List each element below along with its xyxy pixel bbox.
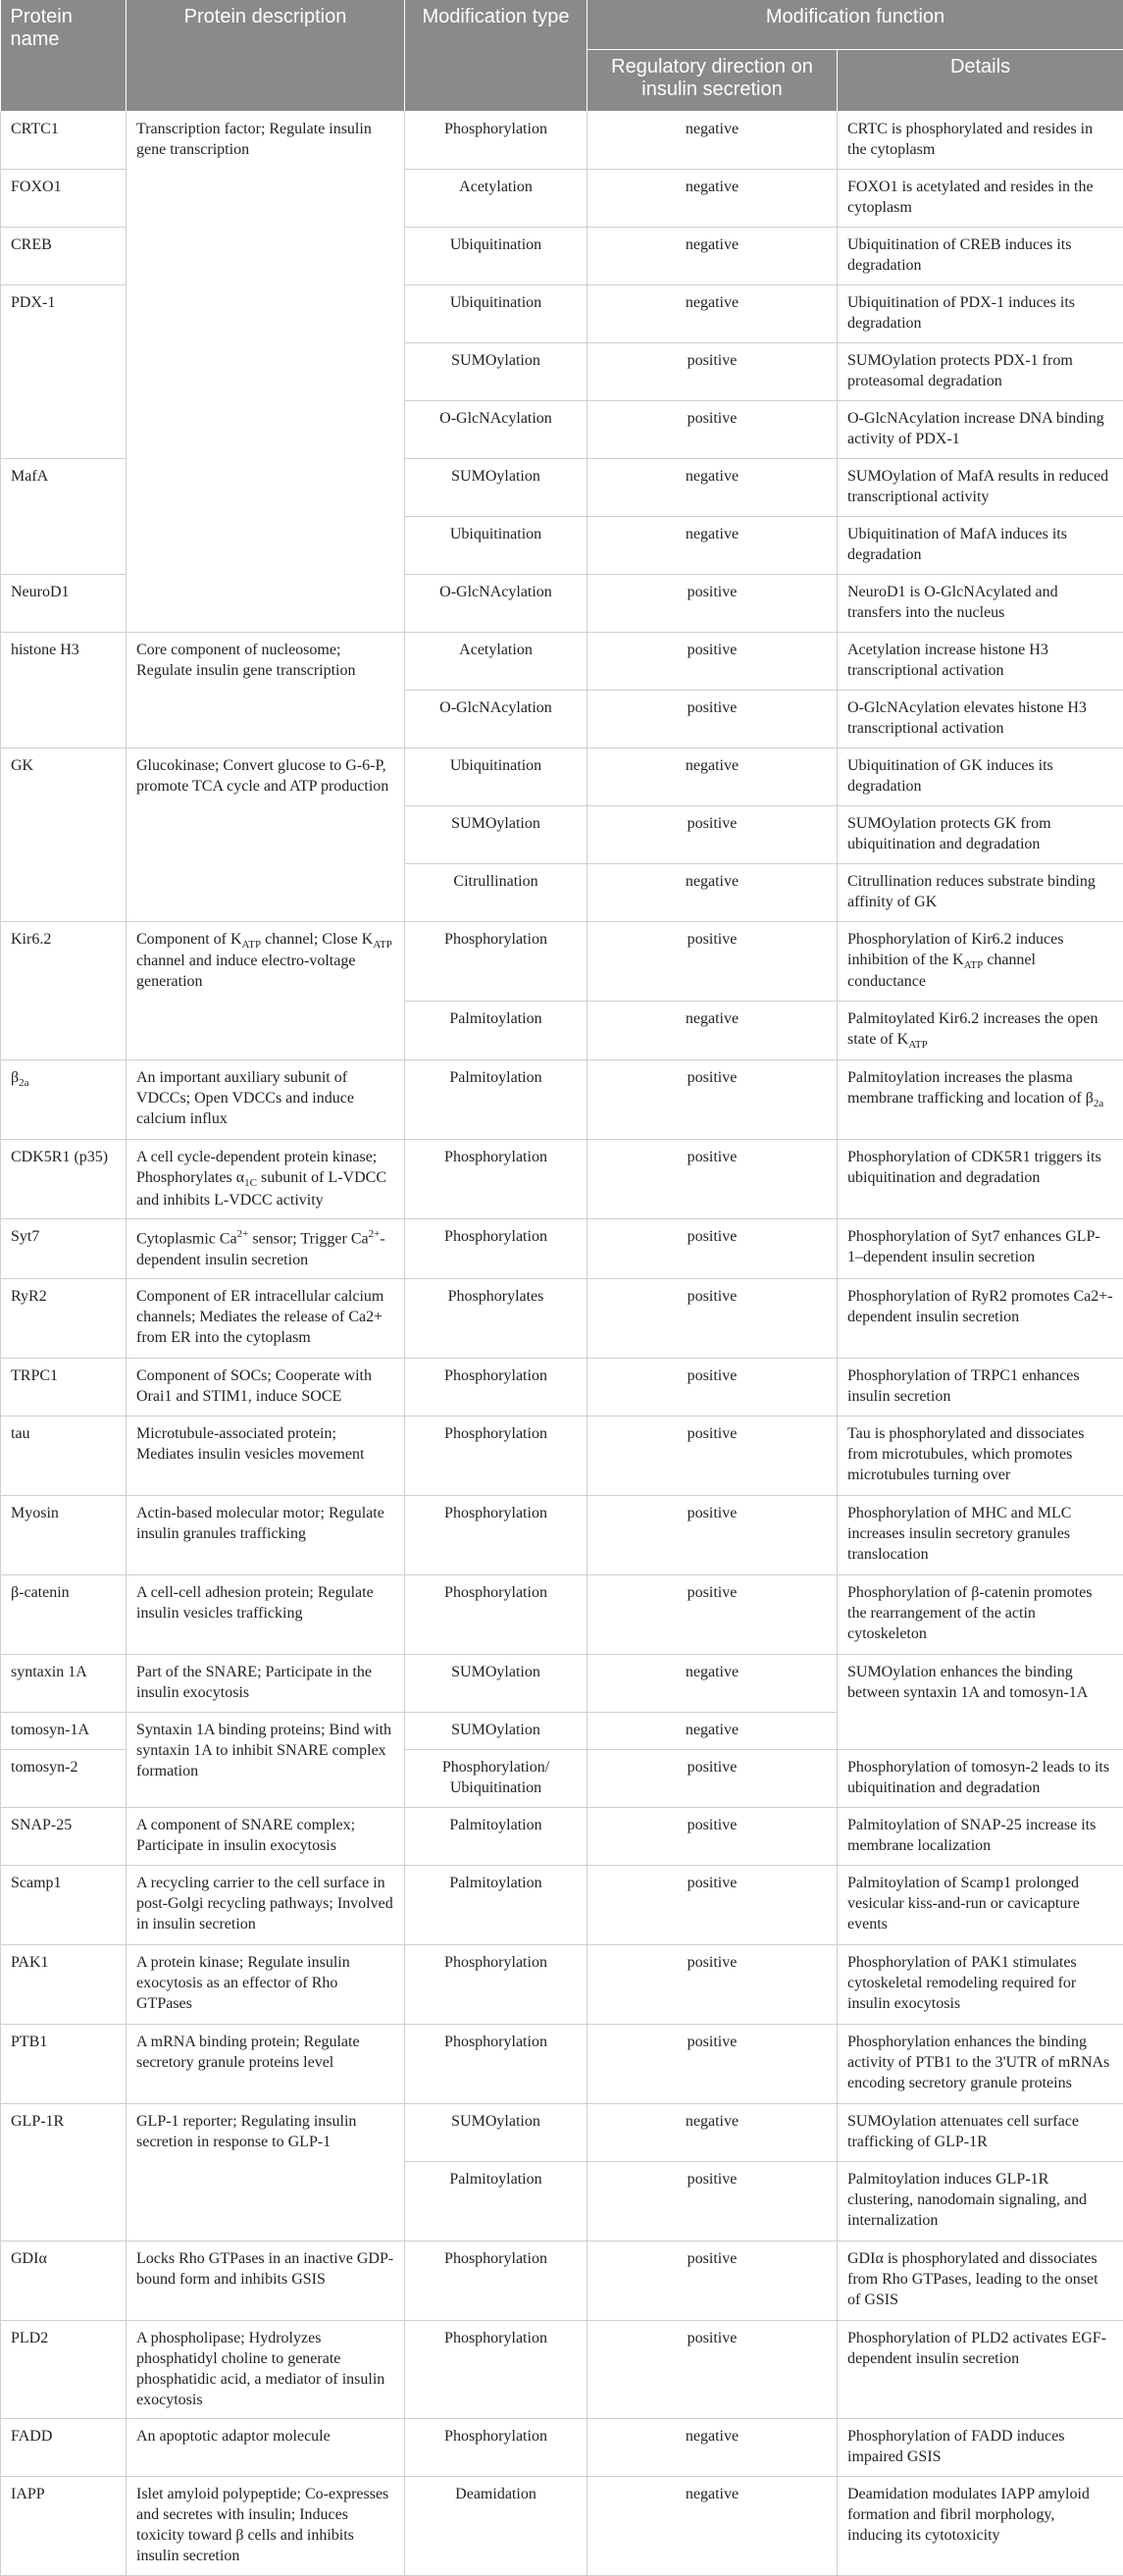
modification-details: Phosphorylation of RyR2 promotes Ca2+-dependent insulin secretion: [838, 1279, 1123, 1359]
regulatory-direction: negative: [587, 748, 838, 806]
modification-type: SUMOylation: [405, 806, 587, 864]
modification-type: SUMOylation: [405, 1713, 587, 1750]
modification-details: Citrullination reduces substrate binding affinity of GK: [838, 864, 1123, 922]
regulatory-direction: positive: [587, 1140, 838, 1219]
modification-type: Phosphorylation: [405, 1359, 587, 1417]
regulatory-direction: positive: [587, 2241, 838, 2321]
modification-details: Acetylation increase histone H3 transcriptional activation: [838, 633, 1123, 691]
protein-name: $\beta_{2a}$: [1, 1060, 127, 1140]
modification-details: Deamidation modulates IAPP amyloid formation and fibril morphology, inducing its cytotoxicity: [838, 2477, 1123, 2575]
modification-type: Palmitoylation: [405, 2162, 587, 2241]
protein-name: NeuroD1: [1, 575, 127, 633]
modification-type: Acetylation: [405, 633, 587, 691]
regulatory-direction: negative: [587, 864, 838, 922]
modification-details: Palmitoylation of SNAP-25 increase its membrane localization: [838, 1808, 1123, 1866]
regulatory-direction: negative: [587, 285, 838, 343]
protein-name: tomosyn-1A: [1, 1713, 127, 1750]
modification-type: Acetylation: [405, 170, 587, 228]
protein-name: β-catenin: [1, 1575, 127, 1655]
protein-description: Actin-based molecular motor; Regulate insulin granules trafficking: [127, 1496, 405, 1575]
protein-name: histone H3: [1, 633, 127, 748]
modification-details: SUMOylation protects PDX-1 from proteasomal degradation: [838, 343, 1123, 401]
protein-description: A mRNA binding protein; Regulate secretory granule proteins level: [127, 2025, 405, 2104]
protein-name: CRTC1: [1, 112, 127, 170]
modification-type: Phosphorylation: [405, 1575, 587, 1655]
protein-name: TRPC1: [1, 1359, 127, 1417]
modification-type: SUMOylation: [405, 1655, 587, 1713]
protein-description: An important auxiliary subunit of VDCCs; Open VDCCs and induce calcium influx: [127, 1060, 405, 1140]
modification-type: Phosphorylation: [405, 922, 587, 1002]
protein-name: IAPP: [1, 2477, 127, 2575]
modification-details: Phosphorylation of PLD2 activates EGF-dependent insulin secretion: [838, 2321, 1123, 2419]
modification-details: NeuroD1 is O-GlcNAcylated and transfers into the nucleus: [838, 575, 1123, 633]
modification-type: Phosphorylation: [405, 2419, 587, 2477]
modification-type: Palmitoylation: [405, 1002, 587, 1060]
protein-description: GLP-1 reporter; Regulating insulin secretion in response to GLP-1: [127, 2104, 405, 2241]
modification-details: Tau is phosphorylated and dissociates from microtubules, which promotes microtubules turning over: [838, 1417, 1123, 1496]
protein-description: An apoptotic adaptor molecule: [127, 2419, 405, 2477]
modification-details: Phosphorylation enhances the binding activity of PTB1 to the 3'UTR of mRNAs encoding secretory granule proteins: [838, 2025, 1123, 2104]
protein-name: PDX-1: [1, 285, 127, 459]
modification-details: Phosphorylation of Kir6.2 induces inhibition of the $K_{ATP}$ channel conductance: [838, 922, 1123, 1002]
modification-type: Phosphorylation: [405, 2025, 587, 2104]
protein-name: GDIα: [1, 2241, 127, 2321]
regulatory-direction: negative: [587, 1655, 838, 1713]
protein-description: A phospholipase; Hydrolyzes phosphatidyl choline to generate phosphatidic acid, a mediator of insulin exocytosis: [127, 2321, 405, 2419]
modification-details: FOXO1 is acetylated and resides in the cytoplasm: [838, 170, 1123, 228]
modification-details: Palmitoylated Kir6.2 increases the open state of $K_{ATP}$: [838, 1002, 1123, 1060]
modification-type: Ubiquitination: [405, 748, 587, 806]
regulatory-direction: positive: [587, 1359, 838, 1417]
protein-description: A cell cycle-dependent protein kinase; Phosphorylates $\alpha_{1C}$ subunit of L-VDCC and inhibits L-VDCC activity: [127, 1140, 405, 1219]
modification-details: Ubiquitination of PDX-1 induces its degradation: [838, 285, 1123, 343]
modification-details: SUMOylation protects GK from ubiquitination and degradation: [838, 806, 1123, 864]
header-modification-function: Modification function: [587, 0, 1123, 50]
modification-details: Phosphorylation of Syt7 enhances GLP-1–dependent insulin secretion: [838, 1219, 1123, 1279]
regulatory-direction: positive: [587, 1575, 838, 1655]
regulatory-direction: positive: [587, 1866, 838, 1945]
modification-type: SUMOylation: [405, 459, 587, 517]
protein-name: Kir6.2: [1, 922, 127, 1060]
modification-type: Phosphorylation: [405, 1496, 587, 1575]
protein-name: Syt7: [1, 1219, 127, 1279]
modification-details: SUMOylation of MafA results in reduced transcriptional activity: [838, 459, 1123, 517]
header-protein-name: Protein name: [1, 0, 127, 112]
header-protein-description: Protein description: [127, 0, 405, 112]
regulatory-direction: positive: [587, 691, 838, 748]
regulatory-direction: positive: [587, 1279, 838, 1359]
modification-details: Phosphorylation of β-catenin promotes the rearrangement of the actin cytoskeleton: [838, 1575, 1123, 1655]
regulatory-direction: negative: [587, 2477, 838, 2575]
protein-name: GK: [1, 748, 127, 922]
protein-description: A cell-cell adhesion protein; Regulate insulin vesicles trafficking: [127, 1575, 405, 1655]
regulatory-direction: negative: [587, 112, 838, 170]
regulatory-direction: negative: [587, 517, 838, 575]
header-modification-type: Modification type: [405, 0, 587, 112]
header-regulatory-direction: Regulatory direction on insulin secretion: [587, 50, 838, 112]
modification-type: Phosphorylation: [405, 1417, 587, 1496]
protein-description: Locks Rho GTPases in an inactive GDP-bound form and inhibits GSIS: [127, 2241, 405, 2321]
modification-type: O-GlcNAcylation: [405, 691, 587, 748]
regulatory-direction: positive: [587, 2025, 838, 2104]
regulatory-direction: negative: [587, 2104, 838, 2162]
protein-name: MafA: [1, 459, 127, 575]
modification-type: Phosphorylation: [405, 2241, 587, 2321]
modification-details: CRTC is phosphorylated and resides in the cytoplasm: [838, 112, 1123, 170]
protein-description: Transcription factor; Regulate insulin gene transcription: [127, 112, 405, 633]
modification-details: Phosphorylation of MHC and MLC increases insulin secretory granules translocation: [838, 1496, 1123, 1575]
protein-description: Component of $K_{ATP}$ channel; Close $K_{ATP}$ channel and induce electro-voltage generation: [127, 922, 405, 1060]
protein-description: A protein kinase; Regulate insulin exocytosis as an effector of Rho GTPases: [127, 1945, 405, 2025]
regulatory-direction: positive: [587, 922, 838, 1002]
protein-name: Scamp1: [1, 1866, 127, 1945]
modification-type: O-GlcNAcylation: [405, 401, 587, 459]
protein-name: FADD: [1, 2419, 127, 2477]
regulatory-direction: positive: [587, 2162, 838, 2241]
modification-type: Phosphorylates: [405, 1279, 587, 1359]
modification-details: Phosphorylation of FADD induces impaired GSIS: [838, 2419, 1123, 2477]
protein-name: GLP-1R: [1, 2104, 127, 2241]
protein-name: RyR2: [1, 1279, 127, 1359]
modification-type: Phosphorylation: [405, 2321, 587, 2419]
modification-details: Phosphorylation of TRPC1 enhances insulin secretion: [838, 1359, 1123, 1417]
modification-details: Palmitoylation induces GLP-1R clustering, nanodomain signaling, and internalization: [838, 2162, 1123, 2241]
regulatory-direction: positive: [587, 1808, 838, 1866]
table-body: [1, 112, 1123, 2576]
modification-type: Phosphorylation: [405, 1219, 587, 1279]
regulatory-direction: positive: [587, 633, 838, 691]
modification-type: Phosphorylation/ Ubiquitination: [405, 1750, 587, 1808]
protein-description: Islet amyloid polypeptide; Co-expresses and secretes with insulin; Induces toxicity toward β cells and inhibits insulin secretion: [127, 2477, 405, 2575]
modification-details: SUMOylation enhances the binding between syntaxin 1A and tomosyn-1A: [838, 1655, 1123, 1750]
modification-details: Palmitoylation increases the plasma membrane trafficking and location of $\beta_{2a}$: [838, 1060, 1123, 1140]
protein-name: Myosin: [1, 1496, 127, 1575]
regulatory-direction: negative: [587, 459, 838, 517]
protein-description: A recycling carrier to the cell surface in post-Golgi recycling pathways; Involved in insulin secretion: [127, 1866, 405, 1945]
modification-type: Palmitoylation: [405, 1808, 587, 1866]
protein-name: PTB1: [1, 2025, 127, 2104]
regulatory-direction: negative: [587, 2419, 838, 2477]
modification-details: SUMOylation attenuates cell surface trafficking of GLP-1R: [838, 2104, 1123, 2162]
protein-description: Part of the SNARE; Participate in the insulin exocytosis: [127, 1655, 405, 1713]
regulatory-direction: positive: [587, 2321, 838, 2419]
modification-details: Ubiquitination of CREB induces its degradation: [838, 228, 1123, 285]
modification-details: O-GlcNAcylation elevates histone H3 transcriptional activation: [838, 691, 1123, 748]
regulatory-direction: positive: [587, 1750, 838, 1808]
protein-name: tau: [1, 1417, 127, 1496]
regulatory-direction: positive: [587, 1219, 838, 1279]
protein-description: Cytoplasmic $Ca^{2+}$ sensor; Trigger $Ca^{2+}$-dependent insulin secretion: [127, 1219, 405, 1279]
regulatory-direction: positive: [587, 1417, 838, 1496]
modification-details: Phosphorylation of PAK1 stimulates cytoskeletal remodeling required for insulin exocytosis: [838, 1945, 1123, 2025]
protein-description: A component of SNARE complex; Participate in insulin exocytosis: [127, 1808, 405, 1866]
regulatory-direction: negative: [587, 1713, 838, 1750]
protein-description: Microtubule-associated protein; Mediates insulin vesicles movement: [127, 1417, 405, 1496]
regulatory-direction: positive: [587, 1060, 838, 1140]
protein-name: tomosyn-2: [1, 1750, 127, 1808]
protein-name: PAK1: [1, 1945, 127, 2025]
protein-description: Component of ER intracellular calcium channels; Mediates the release of Ca2+ from ER into the cytoplasm: [127, 1279, 405, 1359]
modification-details: O-GlcNAcylation increase DNA binding activity of PDX-1: [838, 401, 1123, 459]
protein-name: SNAP-25: [1, 1808, 127, 1866]
modification-details: Ubiquitination of MafA induces its degradation: [838, 517, 1123, 575]
modification-details: Phosphorylation of CDK5R1 triggers its ubiquitination and degradation: [838, 1140, 1123, 1219]
protein-name: PLD2: [1, 2321, 127, 2419]
protein-name: FOXO1: [1, 170, 127, 228]
modification-details: Palmitoylation of Scamp1 prolonged vesicular kiss-and-run or cavicapture events: [838, 1866, 1123, 1945]
table-header: [1, 0, 1123, 112]
protein-description: Core component of nucleosome; Regulate insulin gene transcription: [127, 633, 405, 748]
protein-description: Glucokinase; Convert glucose to G-6-P, promote TCA cycle and ATP production: [127, 748, 405, 922]
modification-type: Palmitoylation: [405, 1866, 587, 1945]
modification-details: Ubiquitination of GK induces its degradation: [838, 748, 1123, 806]
regulatory-direction: positive: [587, 1496, 838, 1575]
regulatory-direction: negative: [587, 170, 838, 228]
protein-name: syntaxin 1A: [1, 1655, 127, 1713]
modification-type: Citrullination: [405, 864, 587, 922]
regulatory-direction: negative: [587, 1002, 838, 1060]
modification-type: SUMOylation: [405, 343, 587, 401]
modification-type: Phosphorylation: [405, 1945, 587, 2025]
modification-type: Phosphorylation: [405, 112, 587, 170]
modification-details: Phosphorylation of tomosyn-2 leads to its ubiquitination and degradation: [838, 1750, 1123, 1808]
modification-type: Ubiquitination: [405, 285, 587, 343]
protein-name: CREB: [1, 228, 127, 285]
protein-description: Component of SOCs; Cooperate with Orai1 and STIM1, induce SOCE: [127, 1359, 405, 1417]
modification-type: Deamidation: [405, 2477, 587, 2575]
regulatory-direction: positive: [587, 343, 838, 401]
modification-type: Palmitoylation: [405, 1060, 587, 1140]
modification-type: Ubiquitination: [405, 517, 587, 575]
regulatory-direction: negative: [587, 228, 838, 285]
modification-type: Ubiquitination: [405, 228, 587, 285]
modification-type: O-GlcNAcylation: [405, 575, 587, 633]
modification-type: Phosphorylation: [405, 1140, 587, 1219]
modification-type: SUMOylation: [405, 2104, 587, 2162]
regulatory-direction: positive: [587, 1945, 838, 2025]
regulatory-direction: positive: [587, 575, 838, 633]
protein-name: CDK5R1 (p35): [1, 1140, 127, 1219]
regulatory-direction: positive: [587, 401, 838, 459]
modification-details: GDIα is phosphorylated and dissociates from Rho GTPases, leading to the onset of GSIS: [838, 2241, 1123, 2321]
regulatory-direction: positive: [587, 806, 838, 864]
header-details: Details: [838, 50, 1123, 112]
protein-description: Syntaxin 1A binding proteins; Bind with syntaxin 1A to inhibit SNARE complex formation: [127, 1713, 405, 1808]
